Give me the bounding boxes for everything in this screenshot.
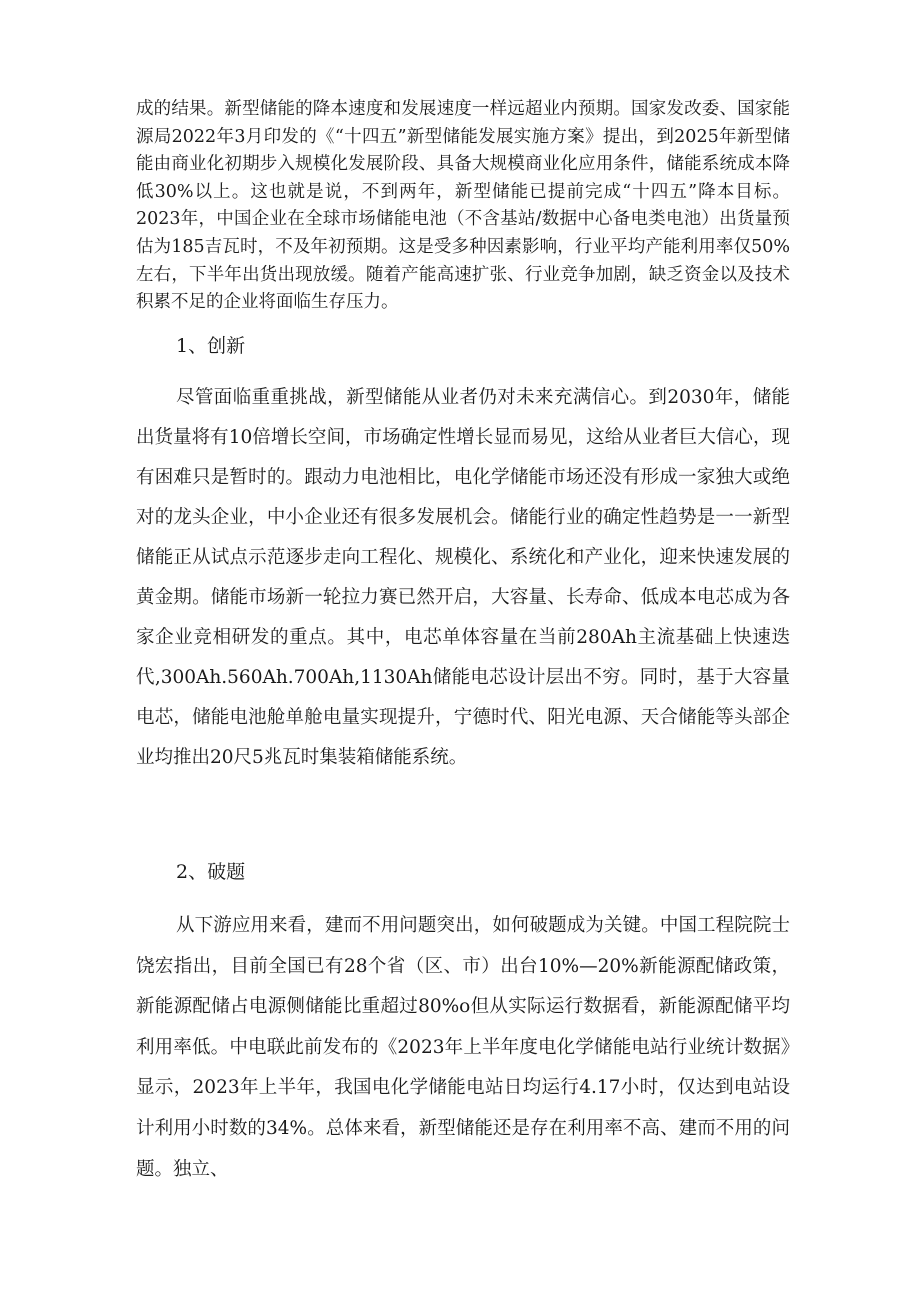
breakthrough-paragraph: 从下游应用来看，建而不用问题突出，如何破题成为关键。中国工程院院士饶宏指出，目前全国已有28个省（区、市）出台10%—20%新能源配储政策，新能源配储占电源侧储能比重超过80%o但从实际运行数据看，新能源配储平均利用率低。中电联此前发布的《2023年上半年度电化学储能电站行业统计数据》显示，2023年上半年，我国电化学储能电站日均运行4.17小时，仅达到电站设计利用小时数的34%。总体来看，新型储能还是存在利用率不高、建而不用的问题。独立、 [136,915,790,1180]
intro-paragraph: 成的结果。新型储能的降本速度和发展速度一样远超业内预期。国家发改委、国家能源局2022年3月印发的《“十四五”新型储能发展实施方案》提出，到2025年新型储能由商业化初期步入规模化发展阶段、具备大规模商业化应用条件，储能系统成本降低30%以上。这也就是说，不到两年，新型储能已提前完成“十四五”降本目标。2023年，中国企业在全球市场储能电池（不含基站/数据中心备电类电池）出货量预估为185吉瓦时，不及年初预期。这是受多种因素影响，行业平均产能利用率仅50%左右，下半年出货出现放缓。随着产能高速扩张、行业竞争加剧，缺乏资金以及技术积累不足的企业将面临生存压力。 [136,99,790,313]
innovation-paragraph: 尽管面临重重挑战，新型储能从业者仍对未来充满信心。到2030年，储能出货量将有10倍增长空间，市场确定性增长显而易见，这给从业者巨大信心，现有困难只是暂时的。跟动力电池相比，电化学储能市场还没有形成一家独大或绝对的龙头企业，中小企业还有很多发展机会。储能行业的确定性趋势是一一新型储能正从试点示范逐步走向工程化、规模化、系统化和产业化，迎来快速发展的黄金期。储能市场新一轮拉力赛已然开启，大容量、长寿命、低成本电芯成为各家企业竞相研发的重点。其中，电芯单体容量在当前280Ah主流基础上快速迭代,300Ah.560Ah.700Ah,1130Ah储能电芯设计层出不穷。同时，基于大容量电芯，储能电池舱单舱电量实现提升，宁德时代、阳光电源、天合储能等头部企业均推出20尺5兆瓦时集装箱储能系统。 [136,387,790,768]
section-heading-innovation: 1、创新 [176,335,246,357]
section-heading-breakthrough: 2、破题 [176,861,246,883]
